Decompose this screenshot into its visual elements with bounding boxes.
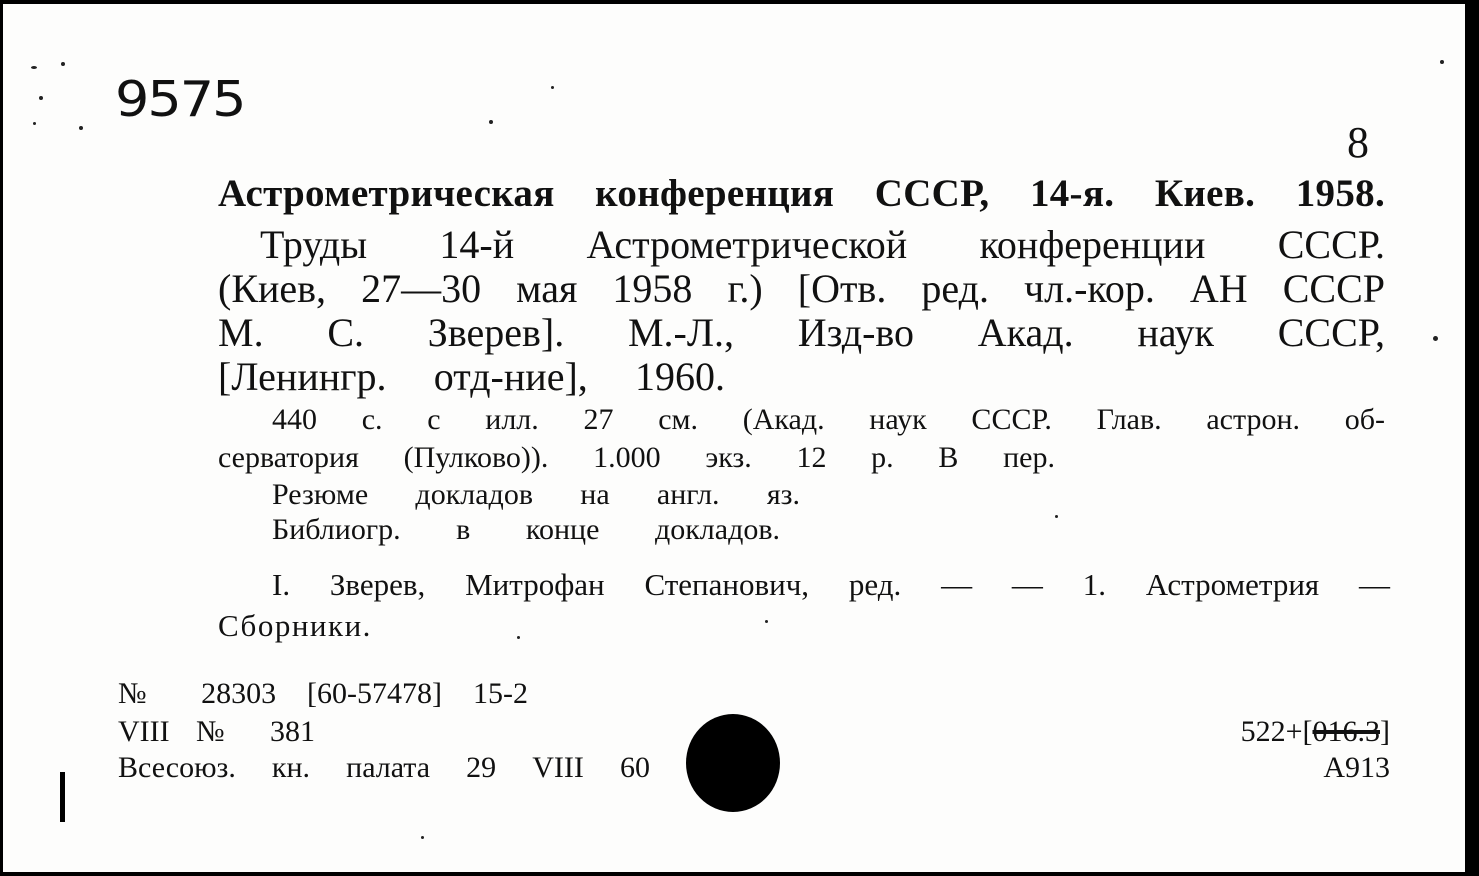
punch-hole — [686, 714, 780, 812]
shelfmark: А913 — [1323, 751, 1390, 784]
speck — [421, 836, 424, 839]
speck — [31, 66, 37, 69]
corner-number: 8 — [1347, 118, 1369, 167]
description-line: Резюме докладов на англ. яз. — [272, 478, 800, 511]
speck — [79, 126, 83, 130]
classification-struck: 016.3 — [1312, 715, 1380, 748]
speck — [33, 122, 36, 125]
speck — [61, 62, 65, 66]
speck — [489, 120, 493, 124]
title-line: М. С. Зверев]. М.-Л., Изд-во Акад. наук СССР, — [218, 310, 1385, 355]
description-line: 440 с. с илл. 27 см. (Акад. наук СССР. Глав. астрон. об- — [272, 403, 1385, 436]
description-line: серватория (Пулково)). 1.000 экз. 12 р. В пер. — [218, 441, 1055, 474]
speck — [1433, 336, 1438, 341]
classification-suffix: ] — [1380, 715, 1390, 748]
speck — [765, 620, 768, 623]
description-line: Библиогр. в конце докладов. — [272, 513, 780, 546]
tracing-line: I. Зверев, Митрофан Степанович, ред. — — 1. Астрометрия — — [272, 567, 1390, 602]
classification-number — [1185, 714, 1390, 750]
title-line: (Киев, 27—30 мая 1958 г.) [Отв. ред. чл.-кор. АН СССР — [218, 266, 1385, 311]
imprint-line: VIII № 381 — [118, 715, 315, 748]
speck — [39, 96, 43, 100]
imprint-line: № 28303 [60-57478] 15-2 — [118, 677, 528, 710]
title-line: Труды 14-й Астрометрической конференции СССР. — [260, 222, 1385, 267]
speck — [517, 636, 520, 639]
classification-prefix: 522+[ — [1240, 715, 1313, 748]
margin-mark — [60, 772, 65, 822]
imprint-line: Всесоюз. кн. палата 29 VIII 60 — [118, 751, 650, 784]
speck — [1440, 60, 1444, 64]
catalog-card — [3, 4, 1465, 872]
speck — [1055, 515, 1058, 518]
title-line: [Ленингр. отд-ние], 1960. — [218, 354, 725, 399]
speck — [551, 86, 554, 89]
handwritten-number: 9575 — [115, 71, 245, 128]
card-heading: Астрометрическая конференция СССР, 14-я. Киев. 1958. — [218, 172, 1385, 215]
tracing-line: Сборники. — [218, 608, 372, 643]
